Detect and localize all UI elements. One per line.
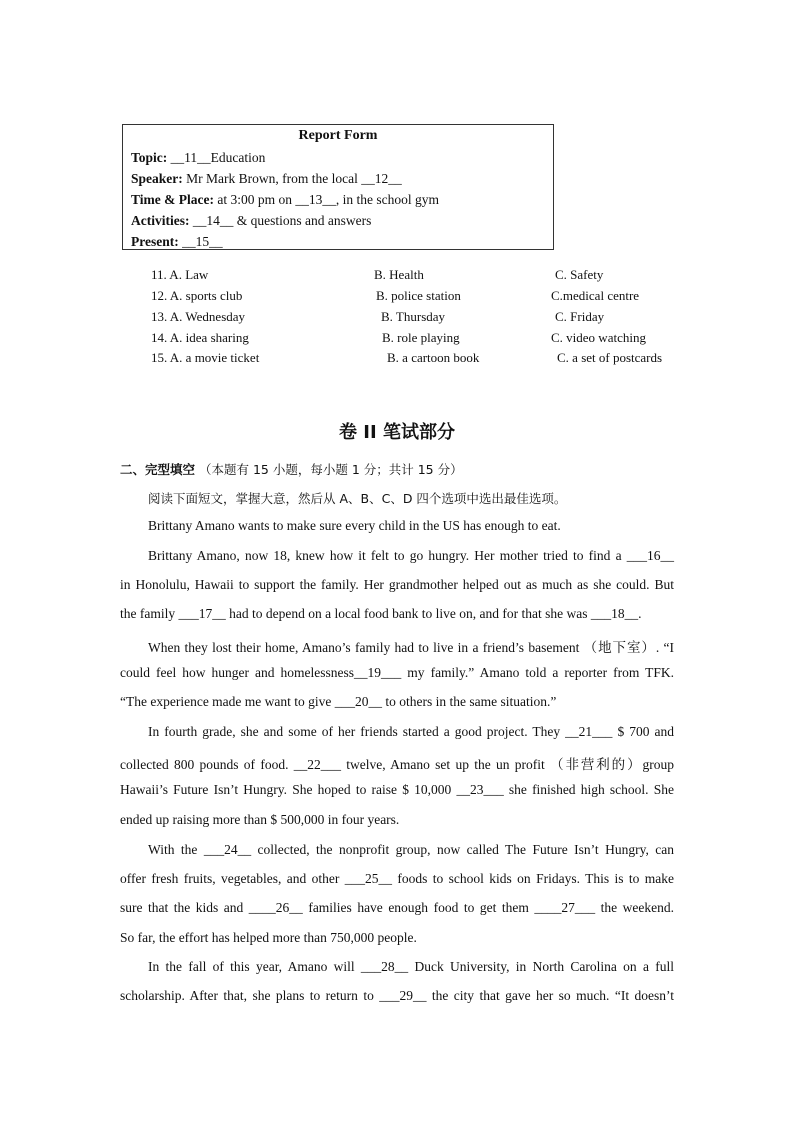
option-14-b: B. role playing xyxy=(382,330,460,345)
section-title: 卷 II 笔试部分 xyxy=(339,422,455,443)
speaker-line xyxy=(131,171,402,187)
cloze-instruction: 阅读下面短文，掌握大意，然后从 A、B、C、D 四个选项中选出最佳选项。 xyxy=(148,491,567,506)
passage-line: scholarship. After that, she plans to return to ___29__ the city that gave her so much. “It doesn’t xyxy=(120,988,674,1003)
activities-line xyxy=(131,213,371,229)
passage-line: could feel how hunger and homelessness__19___ my family.” Amano told a reporter from TFK. xyxy=(120,665,674,680)
option-12-a: 12. A. sports club xyxy=(151,288,243,303)
option-14-a: 14. A. idea sharing xyxy=(151,330,249,345)
option-13-a: 13. A. Wednesday xyxy=(151,309,246,324)
passage-line: the family ___17__ had to depend on a local food bank to live on, and for that she was ___18__. xyxy=(120,606,642,621)
report-form xyxy=(122,124,554,250)
option-11-b: B. Health xyxy=(374,267,424,282)
topic-line xyxy=(131,150,265,166)
passage-line: Brittany Amano, now 18, knew how it felt to go hungry. Her mother tried to find a ___16__ xyxy=(148,548,674,563)
option-15-b: B. a cartoon book xyxy=(387,350,480,365)
passage-line: With the ___24__ collected, the nonprofit group, now called The Future Isn’t Hungry, can xyxy=(148,842,674,857)
passage-line: Hawaii’s Future Isn’t Hungry. She hoped to raise $ 10,000 __23___ she finished high school. She xyxy=(120,782,674,797)
cloze-heading-note: （本题有 15 小题，每小题 1 分；共计 15 分） xyxy=(199,462,463,477)
option-15-c: C. a set of postcards xyxy=(557,350,663,365)
time-label: Time & Place: xyxy=(131,192,214,207)
passage-line: offer fresh fruits, vegetables, and other ___25__ foods to school kids on Fridays. This is to make xyxy=(120,871,674,886)
time-value: at 3:00 pm on __13__, in the school gym xyxy=(213,192,439,207)
topic-value: __11__Education xyxy=(167,150,266,165)
topic-label: Topic: xyxy=(131,150,168,165)
option-11-a: 11. A. Law xyxy=(151,267,209,282)
report-form-title: Report Form xyxy=(298,128,378,143)
option-15-a: 15. A. a movie ticket xyxy=(151,350,260,365)
speaker-value: Mr Mark Brown, from the local __12__ xyxy=(182,171,402,186)
option-14-c: C. video watching xyxy=(551,330,646,345)
activities-label: Activities: xyxy=(131,213,190,228)
passage-line: in Honolulu, Hawaii to support the family. Her grandmother helped out as much as she could. But xyxy=(120,577,674,592)
option-12-b: B. police station xyxy=(376,288,461,303)
present-value: __15__ xyxy=(178,234,223,249)
passage-line: In fourth grade, she and some of her friends started a good project. They __21___ $ 700 and xyxy=(148,724,674,739)
passage-line: Brittany Amano wants to make sure every child in the US has enough to eat. xyxy=(148,518,561,533)
time-place-line xyxy=(131,192,439,208)
cloze-heading xyxy=(120,460,463,478)
activities-value: __14__ & questions and answers xyxy=(189,213,372,228)
passage-line: sure that the kids and ____26__ families have enough food to get them ____27___ the weekend. xyxy=(120,900,674,915)
option-11-c: C. Safety xyxy=(555,267,604,282)
present-label: Present: xyxy=(131,234,179,249)
passage-line: In the fall of this year, Amano will ___28__ Duck University, in North Carolina on a full xyxy=(148,959,674,974)
present-line xyxy=(131,234,223,250)
passage-line: When they lost their home, Amano’s family had to live in a friend’s basement （地下室）. “I xyxy=(148,640,674,655)
passage-line: “The experience made me want to give ___20__ to others in the same situation.” xyxy=(120,694,557,709)
passage-line: collected 800 pounds of food. __22___ twelve, Amano set up the un profit （非营利的）group xyxy=(120,757,674,772)
passage-line: So far, the effort has helped more than 750,000 people. xyxy=(120,930,417,945)
cloze-heading-title: 二、完型填空 xyxy=(120,462,196,477)
option-13-c: C. Friday xyxy=(555,309,605,324)
passage-line: ended up raising more than $ 500,000 in four years. xyxy=(120,812,400,827)
speaker-label: Speaker: xyxy=(131,171,183,186)
option-12-c: C.medical centre xyxy=(551,288,640,303)
option-13-b: B. Thursday xyxy=(381,309,446,324)
